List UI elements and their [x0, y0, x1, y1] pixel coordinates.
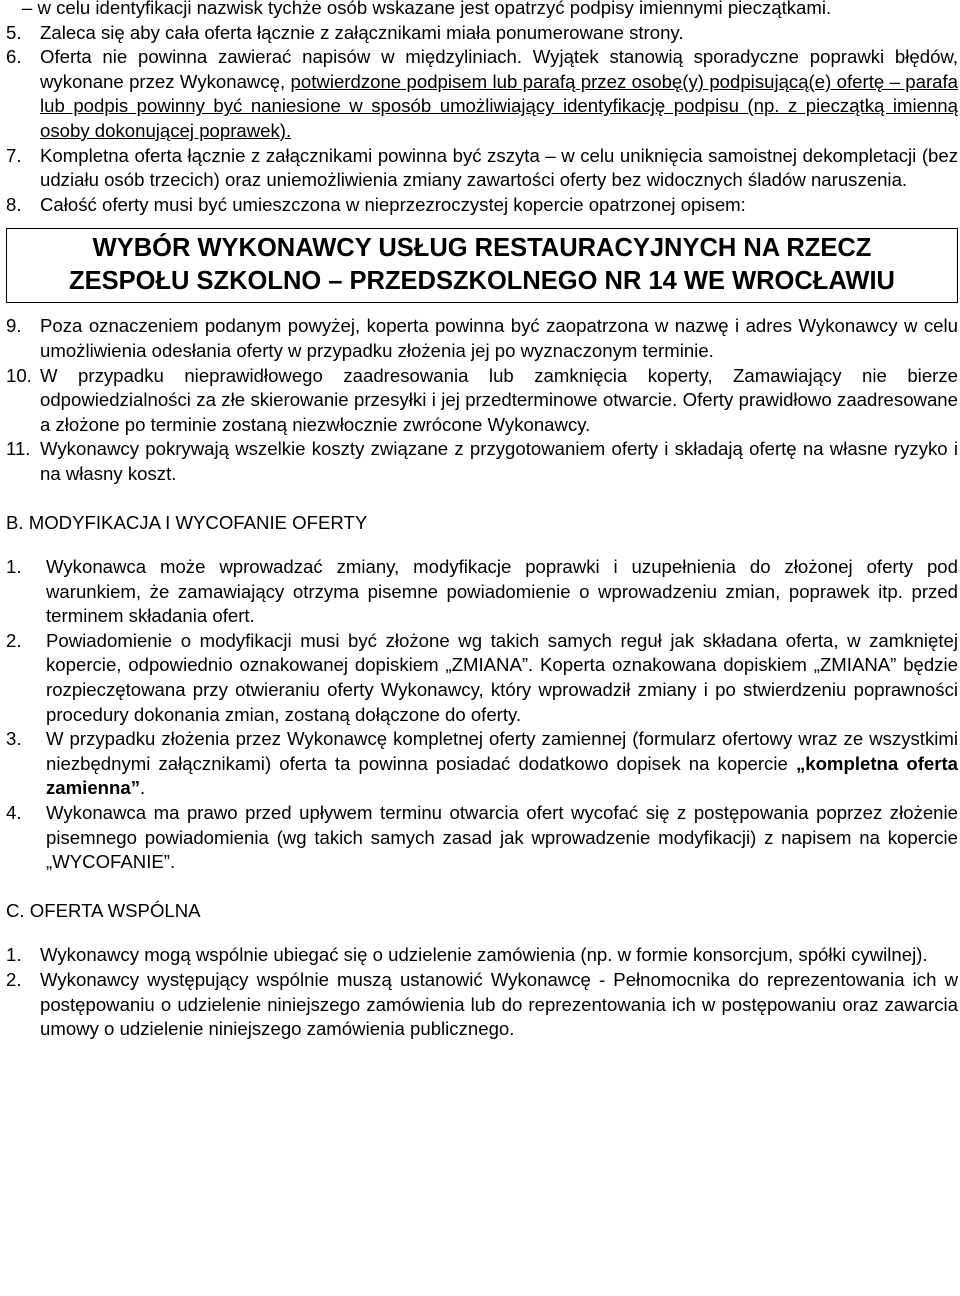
list-item-text: Wykonawca może wprowadzać zmiany, modyfikacje poprawki i uzupełnienia do złożonej oferty pod warunkiem, że zamawiający otrzyma pisemne powiadomienie o wprowadzeniu zmian, poprawek itp. przed terminem składania ofert. — [46, 556, 958, 627]
section-c-item-2 — [6, 968, 958, 1042]
list-item-9 — [6, 314, 958, 363]
list-item-10 — [6, 364, 958, 438]
list-item-text: Poza oznaczeniem podanym powyżej, koperta powinna być zaopatrzona w nazwę i adres Wykonawcy w celu umożliwienia odesłania oferty w przypadku złożenia jej po wyznaczonym terminie. — [40, 315, 958, 361]
envelope-label-box — [6, 228, 958, 303]
section-b-item-2 — [6, 629, 958, 727]
envelope-label-line-2: ZESPOŁU SZKOLNO – PRZEDSZKOLNEGO NR 14 WE WROCŁAWIU — [69, 267, 895, 296]
list-item-number: 4. — [6, 802, 22, 824]
list-item-number: 2. — [6, 629, 22, 651]
list-item-text: Wykonawcy występujący wspólnie muszą ustanowić Wykonawcę - Pełnomocnika do reprezentowania ich w postępowaniu o udzielenie niniejszego zamówienia lub do reprezentowania ich w postępowaniu oraz zawarcia umowy o udzielenie niniejszego zamówienia publicznego. — [40, 969, 958, 1040]
section-b-item-3 — [6, 727, 958, 801]
list-item-text: Kompletna oferta łącznie z załącznikami powinna być zszyta – w celu uniknięcia samoistnej dekompletacji (bez udziału osób trzecich) oraz uniemożliwienia zmiany zawartości oferty bez widocznych śladów naruszenia. — [40, 144, 958, 191]
section-c-title: C. OFERTA WSPÓLNA — [6, 899, 201, 921]
list-item-text-plain: W przypadku złożenia przez Wykonawcę kompletnej oferty zamiennej (formularz ofertowy wraz ze wszystkimi niezbędnymi załącznikami) oferta ta powinna posiadać dodatkowo dopisek na kopercie — [46, 728, 958, 774]
list-item-number: 1. — [6, 556, 22, 578]
list-item-5 — [6, 21, 958, 46]
list-item-7 — [6, 144, 958, 193]
list-item-text: W przypadku nieprawidłowego zaadresowania lub zamknięcia koperty, Zamawiający nie bierze odpowiedzialności za złe skierowanie przesyłki i jej przedterminowe otwarcie. Oferty prawidłowo zaadresowane a złożone po terminie zostaną niezwłocznie zwrócone Wykonawcy. — [40, 364, 958, 435]
document-page — [6, 0, 958, 1042]
list-item-text: Wykonawca ma prawo przed upływem terminu otwarcia ofert wycofać się z postępowania poprzez złożenie pisemnego powiadomienia (wg takich samych zasad jak wprowadzenie modyfikacji) z napisem na kopercie „WYCOFANIE”. — [46, 802, 958, 873]
list-item-8 — [6, 193, 958, 218]
list-item-text-underlined: potwierdzone podpisem lub parafą przez osobę(y) podpisującą(e) ofertę – parafa lub podpis powinny być naniesione w sposób umożliwiający identyfikację podpisu (np. z pieczątką imienną osoby dokonującej poprawek). — [40, 70, 958, 141]
list-item-text-bold: „kompletna oferta zamienna” — [46, 752, 958, 799]
section-b-item-1 — [6, 555, 958, 629]
list-item-number: 6. — [6, 46, 22, 68]
list-item-text: Zaleca się aby cała oferta łącznie z załącznikami miała ponumerowane strony. — [40, 21, 684, 43]
list-item-text: Wykonawcy pokrywają wszelkie koszty związane z przygotowaniem oferty i składają ofertę na własne ryzyko i na własny koszt. — [40, 438, 958, 484]
list-item-text-plain: Oferta nie powinna zawierać napisów w międzyliniach. Wyjątek stanowią sporadyczne poprawki błędów, wykonane przez Wykonawcę, — [40, 46, 958, 92]
list-item-number: 8. — [6, 193, 22, 215]
list-item-number: 2. — [6, 969, 22, 990]
list-item-number: 10. — [6, 364, 32, 386]
list-item-number: 9. — [6, 315, 22, 337]
list-item-text — [40, 45, 958, 143]
list-item-text: Całość oferty musi być umieszczona w nieprzezroczystej kopercie opatrzonej opisem: — [40, 193, 746, 215]
section-b-title: B. MODYFIKACJA I WYCOFANIE OFERTY — [6, 511, 368, 533]
section-c-item-1 — [6, 943, 958, 968]
list-item-text: Wykonawcy mogą wspólnie ubiegać się o udzielenie zamówienia (np. w formie konsorcjum, spółki cywilnej). — [40, 944, 928, 966]
list-item-number: 5. — [6, 21, 22, 43]
list-item-text: Powiadomienie o modyfikacji musi być złożone wg takich samych reguł jak składana oferta, w zamkniętej kopercie, odpowiednio oznakowanej dopiskiem „ZMIANA”. Koperta oznakowana dopiskiem „ZMIANA” będzie rozpieczętowana przy otwieraniu oferty Wykonawcy, który wprowadził zmiany i po stwierdzeniu poprawności procedury dokonania zmian, zostaną dołączone do oferty. — [46, 629, 958, 725]
list-item-11 — [6, 437, 958, 486]
list-item-number: 1. — [6, 944, 22, 966]
list-item-text — [46, 727, 958, 801]
list-item-text-end: . — [140, 777, 146, 799]
list-item-6 — [6, 45, 958, 143]
dash-item — [6, 0, 958, 21]
list-item-number: 7. — [6, 144, 22, 166]
envelope-label-line-1: WYBÓR WYKONAWCY USŁUG RESTAURACYJNYCH NA RZECZ — [92, 234, 872, 263]
list-item-number: 11. — [6, 438, 31, 460]
section-b-item-4 — [6, 801, 958, 875]
dash-item-text: – w celu identyfikacji nazwisk tychże osób wskazane jest opatrzyć podpisy imiennymi pieczątkami. — [22, 0, 832, 18]
list-item-number: 3. — [6, 728, 22, 750]
